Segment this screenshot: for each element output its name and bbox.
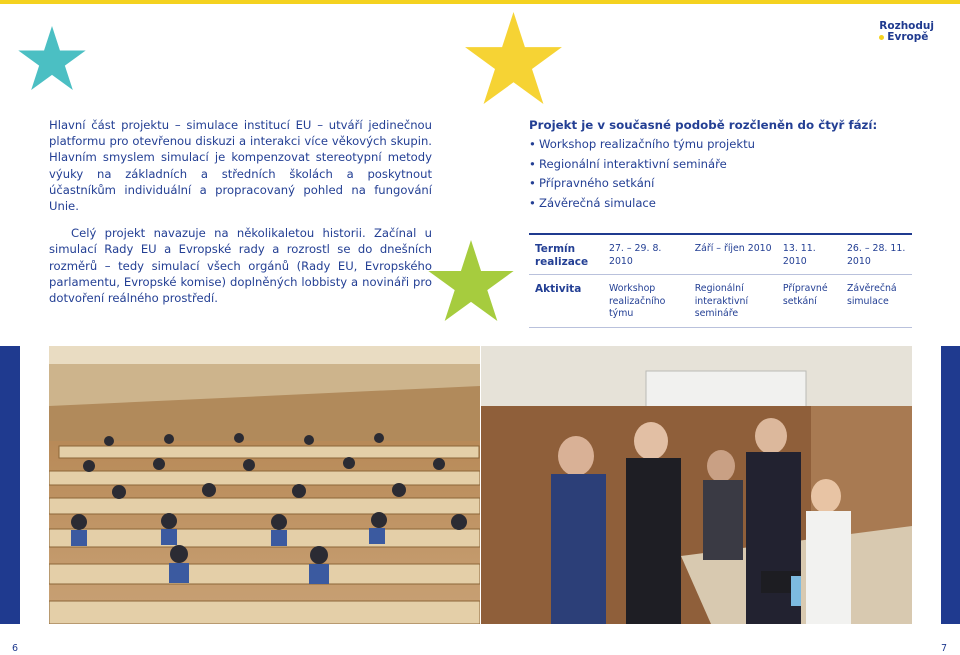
green-star-icon <box>428 240 514 321</box>
activity-cell: Workshop realizačního týmu <box>603 275 689 328</box>
page-number-right: 7 <box>940 643 947 654</box>
activity-cell: Přípravné setkání <box>777 275 841 328</box>
phases-heading: Projekt je v současné podobě rozčleněn do čtyř fází: <box>529 118 878 132</box>
schedule-table <box>529 233 912 328</box>
phase-item: • Workshop realizačního týmu projektu <box>529 135 912 155</box>
term-header: Termín realizace <box>529 234 603 275</box>
page-number-left: 6 <box>12 643 19 654</box>
term-cell: 26. – 28. 11. 2010 <box>841 234 912 275</box>
conference-hall-photo <box>49 346 480 624</box>
term-cell: 27. – 29. 8. 2010 <box>603 234 689 275</box>
phase-item: • Přípravného setkání <box>529 174 912 194</box>
phase-item: • Regionální interaktivní semináře <box>529 155 912 175</box>
team-discussion-photo <box>481 346 912 624</box>
term-cell: 13. 11. 2010 <box>777 234 841 275</box>
activity-cell: Závěrečná simulace <box>841 275 912 328</box>
logo-dot-icon <box>879 35 884 40</box>
intro-text <box>49 117 432 306</box>
yellow-star-icon <box>465 12 562 104</box>
logo-line-2: Evropě <box>887 31 929 43</box>
teal-star-icon <box>18 26 86 90</box>
top-accent-bar <box>0 0 960 4</box>
phase-item: • Závěrečná simulace <box>529 194 912 214</box>
intro-paragraph-1: Hlavní část projektu – simulace institucí EU – utváří jedinečnou platformu pro otevřenou diskuzi a interakci více věkových skupin. Hlavním smyslem simulací je kompenzovat stereotypní metody výuky na základních a středních školách a poskytnout účastníkům individuální a propracovaný pohled na fungování Unie. <box>49 118 432 214</box>
activity-header: Aktivita <box>529 275 603 328</box>
phases-section <box>529 117 912 213</box>
intro-paragraph-2: Celý projekt navazuje na několikaletou historii. Začínal u simulací Rady EU a Evropské rady a rozrostl se do dnešních rozměrů – tedy simulací všech orgánů (Rady EU, Evropského parlamentu, Evropské komise) doplněných lobbisty a novináři pro dotvoření reálného prostředí. <box>49 226 432 306</box>
rozhoduj-evrope-logo <box>879 21 934 43</box>
phases-list <box>529 135 912 213</box>
logo-line-1: Rozhoduj <box>879 20 934 32</box>
schedule-activity-row <box>529 275 912 328</box>
activity-cell: Regionální interaktivní semináře <box>689 275 777 328</box>
schedule-term-row <box>529 234 912 275</box>
term-cell: Září – říjen 2010 <box>689 234 777 275</box>
right-side-bar <box>941 346 960 624</box>
left-side-bar <box>0 346 20 624</box>
